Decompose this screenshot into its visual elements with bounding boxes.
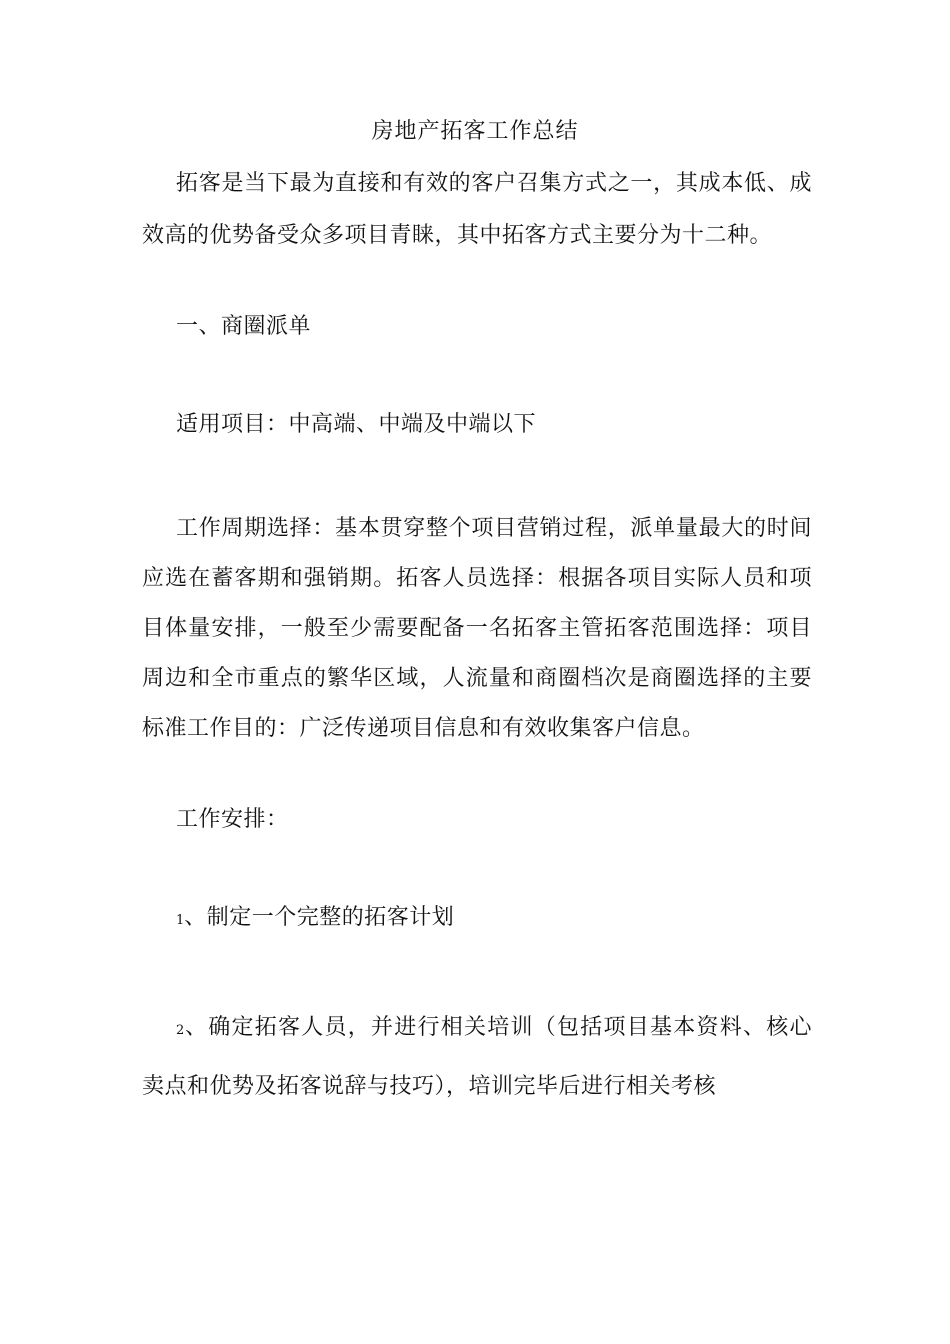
section-heading-business-district-flyers: 一、商圈派单: [176, 314, 312, 339]
list-item: [142, 1000, 812, 1115]
document-title: 房地产拓客工作总结: [371, 119, 579, 144]
list-item-number: 1: [176, 913, 185, 928]
list-item-text: 、确定拓客人员，并进行相关培训（包括项目基本资料、核心卖点和优势及拓客说辞与技巧），培训完毕后进行相关考核: [142, 1015, 812, 1099]
list-item-text: 、制定一个完整的拓客计划: [184, 905, 455, 930]
work-cycle-paragraph: 工作周期选择：基本贯穿整个项目营销过程，派单量最大的时间应选在蓄客期和强销期。拓客人员选择：根据各项目实际人员和项目体量安排，一般至少需要配备一名拓客主管拓客范围选择：项目周边和全市重点的繁华区域，人流量和商圈档次是商圈选择的主要标准工作目的：广泛传递项目信息和有效收集客户信息。: [142, 516, 812, 741]
applicable-projects-paragraph: 适用项目：中高端、中端及中端以下: [176, 412, 537, 437]
list-item: [142, 900, 812, 939]
work-arrangement-heading: 工作安排：: [176, 807, 289, 832]
list-item-number: 2: [176, 1023, 185, 1038]
intro-paragraph: 拓客是当下最为直接和有效的客户召集方式之一，其成本低、成效高的优势备受众多项目青睐，其中拓客方式主要分为十二种。: [142, 171, 812, 248]
